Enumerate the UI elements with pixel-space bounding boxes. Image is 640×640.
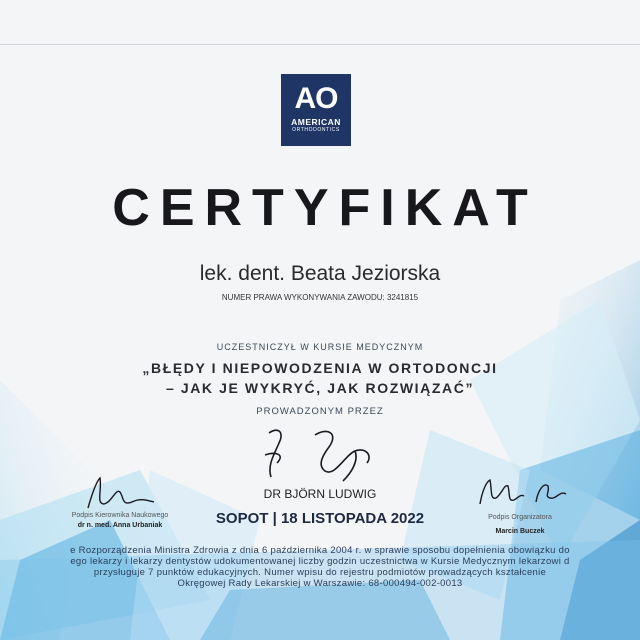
legal-line-2: ego lekarzy i lekarzy dentystów udokumentowanej liczby godzin uczestnictwa w Kursie Medycznym lekarzowi d xyxy=(70,556,570,567)
legal-line-3: przysługuje 7 punktów edukacyjnych. Numer wpisu do rejestru podmiotów prowadzących kształcenie xyxy=(93,567,547,578)
course-title xyxy=(0,358,640,398)
conducted-by-label: PROWADZONYM PRZEZ xyxy=(256,406,384,417)
logo-mark: AO xyxy=(294,82,338,115)
scientific-director-name: dr n. med. Anna Urbaniak xyxy=(77,522,163,529)
certificate-title: CERTYFIKAT xyxy=(112,179,538,237)
scientific-director-signature xyxy=(82,474,162,514)
recipient-name: lek. dent. Beata Jeziorska xyxy=(199,262,441,285)
lecturer-name: DR BJÖRN LUDWIG xyxy=(263,487,377,501)
scientific-director-label: Podpis Kierownika Naukowego xyxy=(71,512,169,519)
course-title-line-2: – JAK JE WYKRYĆ, JAK ROZWIĄZAĆ” xyxy=(165,380,475,396)
course-title-line-1: „BŁĘDY I NIEPOWODZENIA W ORTODONCJI xyxy=(142,360,498,376)
american-orthodontics-logo xyxy=(281,74,351,146)
legal-line-1: e Rozporządzenia Ministra Zdrowia z dnia 6 października 2004 r. w sprawie sposobu dopełnienia obowiązku do xyxy=(70,545,570,556)
event-place-date: SOPOT | 18 LISTOPADA 2022 xyxy=(215,510,425,527)
organizer-name: Marcin Buczek xyxy=(495,528,545,535)
logo-name: AMERICAN xyxy=(291,117,341,127)
recipient-license-number: NUMER PRAWA WYKONYWANIA ZAWODU: 3241815 xyxy=(221,293,419,302)
logo-subname: ORTHODONTICS xyxy=(292,127,340,133)
lecturer-signature xyxy=(255,425,385,487)
participation-intro: UCZESTNICZYŁ W KURSIE MEDYCZNYM xyxy=(216,342,424,352)
legal-line-4: Okręgowej Rady Lekarskiej w Warszawie: 68-000494-002-0013 xyxy=(177,578,463,589)
organizer-label: Podpis Organizatora xyxy=(488,514,552,521)
legal-notice xyxy=(0,545,640,589)
organizer-signature xyxy=(474,474,574,514)
